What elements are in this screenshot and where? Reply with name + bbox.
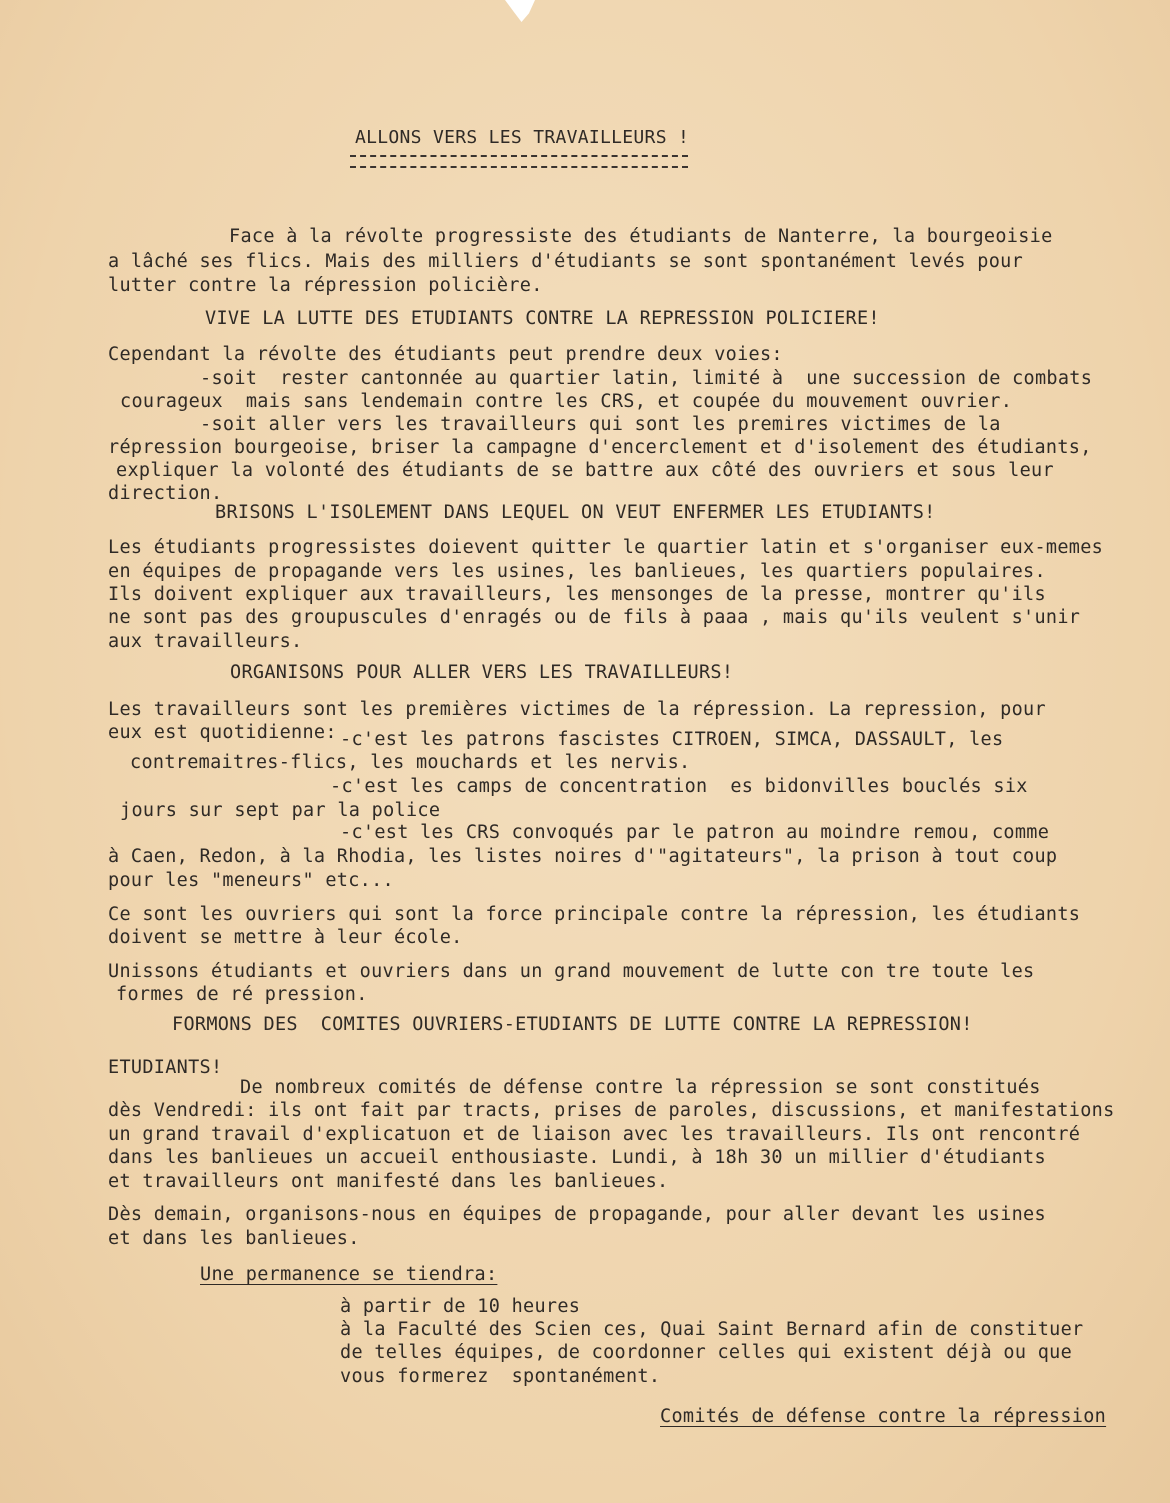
paragraph-line: Unissons étudiants et ouvriers dans un grand mouvement de lutte con tre toute les xyxy=(108,961,1035,982)
permanence-line: à la Faculté des Scien ces, Quai Saint Bernard afin de constituer xyxy=(340,1319,1084,1340)
paragraph-line: -c'est les camps de concentration es bidonvilles bouclés six xyxy=(330,776,1028,797)
title-underline xyxy=(350,155,688,157)
paragraph-line: pour les "meneurs" etc... xyxy=(108,870,394,891)
signature: Comités de défense contre la répression xyxy=(660,1406,1107,1427)
paragraph-line: -c'est les patrons fascistes CITROEN, SIMCA, DASSAULT, les xyxy=(340,729,1004,750)
paragraph-line: direction. xyxy=(108,483,223,504)
paragraph-line: doivent se mettre à leur école. xyxy=(108,927,463,948)
paragraph-line: jours sur sept par la police xyxy=(120,800,441,821)
paragraph-line: dès Vendredi: ils ont fait par tracts, prises de paroles, discussions, et manifestations xyxy=(108,1100,1115,1121)
paragraph-line: eux est quotidienne: xyxy=(108,722,337,743)
permanence-line: de telles équipes, de coordonner celles qui existent déjà ou que xyxy=(340,1342,1073,1363)
paragraph-line: lutter contre la répression policière. xyxy=(108,275,543,296)
paragraph-line: Cependant la révolte des étudiants peut prendre deux voies: xyxy=(108,344,783,365)
paragraph-line: Les étudiants progressistes doievent quitter le quartier latin et s'organiser eux-memes xyxy=(108,537,1104,558)
paragraph-line: contremaitres-flics, les mouchards et les nervis. xyxy=(130,752,691,773)
document-title: ALLONS VERS LES TRAVAILLEURS ! xyxy=(355,127,690,148)
torn-corner xyxy=(505,0,535,22)
paragraph-line: à Caen, Redon, à la Rhodia, les listes noires d'"agitateurs", la prison à tout coup xyxy=(108,846,1058,867)
paragraph-line: a lâché ses flics. Mais des milliers d'étudiants se sont spontanément levés pour xyxy=(108,251,1024,272)
paragraph-line: Dès demain, organisons-nous en équipes de propagande, pour aller devant les usines xyxy=(108,1204,1046,1225)
paragraph-line: et travailleurs ont manifesté dans les banlieues. xyxy=(108,1171,669,1192)
paragraph-line: courageux mais sans lendemain contre les CRS, et coupée du mouvement ouvrier. xyxy=(120,391,1013,412)
permanence-line: à partir de 10 heures xyxy=(340,1296,581,1317)
slogan: ORGANISONS POUR ALLER VERS LES TRAVAILLEURS! xyxy=(230,662,734,683)
paragraph-line: dans les banlieues un accueil enthousiaste. Lundi, à 18h 30 un millier d'étudiants xyxy=(108,1147,1046,1168)
paragraph-line: De nombreux comités de défense contre la répression se sont constitués xyxy=(240,1077,1041,1098)
slogan: BRISONS L'ISOLEMENT DANS LEQUEL ON VEUT ENFERMER LES ETUDIANTS! xyxy=(215,502,936,523)
paragraph-line: en équipes de propagande vers les usines, les banlieues, les quartiers populaires. xyxy=(108,561,1046,582)
paragraph-line: Ce sont les ouvriers qui sont la force principale contre la répression, les étudiants xyxy=(108,904,1081,925)
paragraph-line: -c'est les CRS convoqués par le patron au moindre remou, comme xyxy=(340,822,1050,843)
paragraph-line: formes de ré pression. xyxy=(116,984,368,1005)
paragraph-line: Face à la révolte progressiste des étudiants de Nanterre, la bourgeoisie xyxy=(229,226,1053,247)
section-heading: ETUDIANTS! xyxy=(108,1057,223,1078)
paragraph-line: et dans les banlieues. xyxy=(108,1228,360,1249)
paragraph-line: aux travailleurs. xyxy=(108,631,303,652)
paragraph-line: Ils doivent expliquer aux travailleurs, les mensonges de la presse, montrer qu'ils xyxy=(108,584,1046,605)
permanence-heading: Une permanence se tiendra: xyxy=(200,1264,498,1285)
paragraph-line: Les travailleurs sont les premières victimes de la répression. La repression, pour xyxy=(108,699,1046,720)
paragraph-line: un grand travail d'explicatuon et de liaison avec les travailleurs. Ils ont rencontré xyxy=(108,1124,1081,1145)
slogan: FORMONS DES COMITES OUVRIERS-ETUDIANTS DE LUTTE CONTRE LA REPRESSION! xyxy=(172,1014,973,1035)
title-underline xyxy=(350,166,688,168)
paragraph-line: -soit aller vers les travailleurs qui sont les premires victimes de la xyxy=(200,414,1001,435)
paragraph-line: ne sont pas des groupuscules d'enragés ou de fils à paaa , mais qu'ils veulent s'unir xyxy=(108,607,1081,628)
paragraph-line: expliquer la volonté des étudiants de se battre aux côté des ouvriers et sous leur xyxy=(116,460,1054,481)
slogan: VIVE LA LUTTE DES ETUDIANTS CONTRE LA REPRESSION POLICIERE! xyxy=(205,308,880,329)
paragraph-line: -soit rester cantonnée au quartier latin, limité à une succession de combats xyxy=(200,368,1093,389)
paragraph-line: répression bourgeoise, briser la campagne d'encerclement et d'isolement des étudiants, xyxy=(108,437,1092,458)
permanence-line: vous formerez spontanément. xyxy=(340,1366,661,1387)
